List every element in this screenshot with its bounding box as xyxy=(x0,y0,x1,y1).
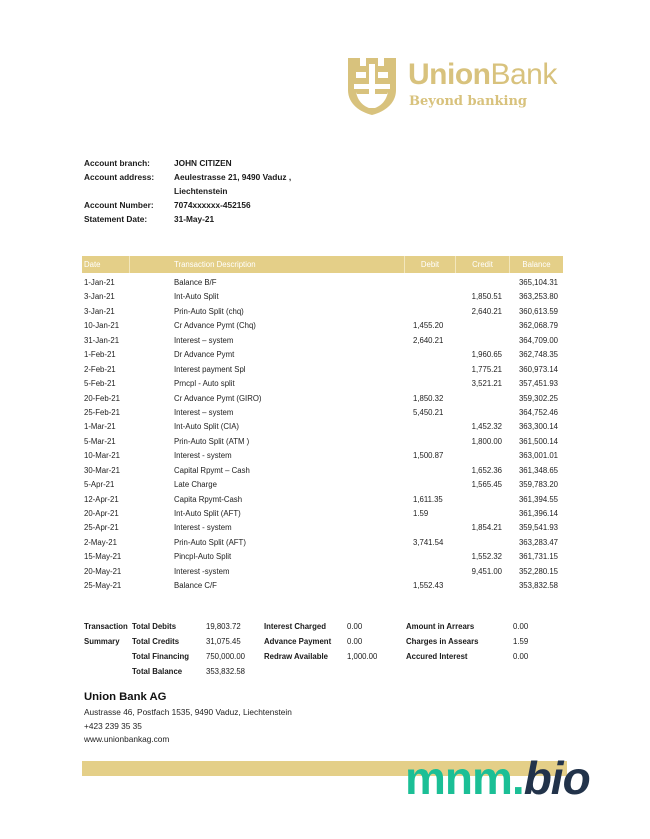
account-number-row xyxy=(84,198,374,212)
cell-balance: 363,300.14 xyxy=(518,422,558,432)
cell-credit xyxy=(456,392,510,406)
account-address-value: Aeulestrasse 21, 9490 Vaduz , xyxy=(174,172,292,182)
cell-description: Cr Advance Pymt (Chq) xyxy=(174,321,256,331)
cell-balance: 363,283.47 xyxy=(518,537,558,547)
table-row xyxy=(82,521,563,535)
cell-credit xyxy=(456,319,510,333)
cell-balance: 361,348.65 xyxy=(518,465,558,475)
cell-description: Cr Advance Pymt (GIRO) xyxy=(174,393,262,403)
header-description: Transaction Description xyxy=(130,256,405,273)
summary-middle-labels xyxy=(264,619,331,664)
cell-debit: 1,850.32 xyxy=(413,393,444,403)
statement-date-label: Statement Date: xyxy=(84,214,148,224)
total-financing-label: Total Financing xyxy=(132,652,190,661)
cell-debit: 1,455.20 xyxy=(413,321,444,331)
account-branch-row xyxy=(84,156,374,170)
cell-debit xyxy=(405,521,456,535)
cell-credit xyxy=(456,406,510,420)
cell-description: Dr Advance Pymt xyxy=(174,350,235,360)
cell-balance: 360,613.59 xyxy=(518,306,558,316)
cell-credit: 2,640.21 xyxy=(471,306,502,316)
table-row xyxy=(82,550,563,564)
cell-debit: 1.59 xyxy=(413,509,429,518)
union-bank-logo xyxy=(346,56,576,118)
cell-date: 31-Jan-21 xyxy=(84,335,120,345)
header-balance: Balance xyxy=(522,260,551,269)
cell-debit xyxy=(405,550,456,564)
cell-date: 1-Feb-21 xyxy=(84,350,116,360)
account-branch-value: JOHN CITIZEN xyxy=(174,158,232,168)
cell-balance: 364,752.46 xyxy=(518,407,558,417)
table-row xyxy=(82,493,563,507)
table-row xyxy=(82,334,563,348)
cell-description: Interest - system xyxy=(174,523,232,533)
account-address-label-2 xyxy=(84,184,174,198)
summary-totals-labels xyxy=(132,619,189,679)
summary-title-line1: Transaction xyxy=(84,622,128,631)
cell-credit xyxy=(456,579,510,593)
table-row xyxy=(82,565,563,579)
cell-date: 3-Jan-21 xyxy=(84,306,115,316)
account-address-row xyxy=(84,170,374,184)
header-date: Date xyxy=(82,256,130,273)
cell-date: 25-Feb-21 xyxy=(84,407,120,417)
table-row xyxy=(82,305,563,319)
cell-debit xyxy=(405,377,456,391)
cell-date: 1-Mar-21 xyxy=(84,422,116,432)
cell-balance: 361,500.14 xyxy=(518,436,558,446)
cell-credit xyxy=(456,276,510,290)
account-address-value-2: Liechtenstein xyxy=(174,186,228,196)
cell-debit xyxy=(405,464,456,478)
accrued-interest-label: Accured Interest xyxy=(406,652,468,661)
cell-date: 5-Mar-21 xyxy=(84,436,116,446)
cell-description: Interest - system xyxy=(174,451,232,461)
company-phone: +423 239 35 35 xyxy=(84,720,142,731)
cell-balance: 363,253.80 xyxy=(518,292,558,302)
table-row xyxy=(82,406,563,420)
table-row xyxy=(82,478,563,492)
bank-name: UnionBank xyxy=(408,58,557,91)
cell-description: Prin-Auto Split (ATM ) xyxy=(174,436,250,446)
total-credits-value: 31,075.45 xyxy=(206,637,241,646)
table-row xyxy=(82,319,563,333)
statement-date-value: 31-May-21 xyxy=(174,214,215,224)
table-row xyxy=(82,449,563,463)
cell-balance: 362,068.79 xyxy=(518,321,558,331)
account-number-label: Account Number: xyxy=(84,200,154,210)
cell-description: Capita Rpymt-Cash xyxy=(174,494,243,504)
cell-date: 15-May-21 xyxy=(84,552,122,562)
shield-crest-icon xyxy=(346,56,398,116)
cell-credit: 1,652.36 xyxy=(471,465,502,475)
accrued-interest-value: 0.00 xyxy=(513,652,529,661)
cell-credit xyxy=(456,536,510,550)
table-row xyxy=(82,348,563,362)
cell-debit xyxy=(405,420,456,434)
cell-description: Prncpl - Auto split xyxy=(174,379,235,389)
cell-debit xyxy=(405,363,456,377)
cell-balance: 353,832.58 xyxy=(518,581,558,591)
cell-balance: 365,104.31 xyxy=(518,278,558,287)
header-credit: Credit xyxy=(456,256,510,273)
cell-balance: 364,709.00 xyxy=(518,335,558,345)
company-name: Union Bank AG xyxy=(84,691,167,703)
cell-date: 10-Mar-21 xyxy=(84,451,120,461)
cell-description: Prin-Auto Split (AFT) xyxy=(174,537,246,547)
cell-date: 20-Feb-21 xyxy=(84,393,120,403)
cell-description: Int-Auto Split (AFT) xyxy=(174,509,241,518)
cell-debit: 1,552.43 xyxy=(413,581,444,591)
cell-date: 12-Apr-21 xyxy=(84,494,119,504)
cell-date: 3-Jan-21 xyxy=(84,292,115,302)
cell-balance: 360,973.14 xyxy=(518,364,558,374)
cell-debit xyxy=(405,348,456,362)
cell-balance: 359,783.20 xyxy=(518,480,558,490)
cell-date: 25-Apr-21 xyxy=(84,523,119,533)
cell-date: 10-Jan-21 xyxy=(84,321,120,331)
cell-debit: 1,611.35 xyxy=(413,494,443,504)
cell-balance: 363,001.01 xyxy=(518,451,558,461)
cell-credit xyxy=(456,449,510,463)
cell-debit xyxy=(405,565,456,579)
cell-debit: 3,741.54 xyxy=(413,537,444,547)
redraw-available-value: 1,000.00 xyxy=(347,652,378,661)
cell-description: Late Charge xyxy=(174,480,217,490)
table-row xyxy=(82,377,563,391)
watermark-part2: bio xyxy=(523,752,590,804)
table-row xyxy=(82,464,563,478)
amount-in-arrears-label: Amount in Arrears xyxy=(406,622,475,631)
cell-description: Interest – system xyxy=(174,335,234,345)
table-header xyxy=(82,256,563,273)
cell-date: 2-Feb-21 xyxy=(84,364,116,374)
table-row xyxy=(82,507,563,521)
header-debit: Debit xyxy=(405,256,456,273)
cell-credit: 1,960.65 xyxy=(471,350,502,360)
cell-balance: 361,731.15 xyxy=(518,552,558,562)
cell-balance: 359,541.93 xyxy=(518,523,558,533)
cell-description: Int-Auto Split xyxy=(174,292,219,302)
cell-credit: 1,854.21 xyxy=(471,523,502,533)
cell-credit xyxy=(456,493,510,507)
bank-footer xyxy=(84,689,292,747)
cell-description: Pincpl-Auto Split xyxy=(174,552,232,562)
interest-charged-value: 0.00 xyxy=(347,622,363,631)
cell-debit xyxy=(405,478,456,492)
table-row xyxy=(82,276,563,290)
total-credits-label: Total Credits xyxy=(132,637,180,646)
cell-balance: 357,451.93 xyxy=(518,379,558,389)
cell-date: 30-Mar-21 xyxy=(84,465,120,475)
cell-description: Interest -system xyxy=(174,566,230,576)
table-row xyxy=(82,363,563,377)
cell-debit: 5,450.21 xyxy=(413,407,444,417)
cell-credit xyxy=(456,334,510,348)
company-address: Austrasse 46, Postfach 1535, 9490 Vaduz, Liechtenstein xyxy=(84,707,292,717)
cell-debit: 1,500.87 xyxy=(413,451,444,461)
total-balance-label: Total Balance xyxy=(132,667,183,676)
cell-balance: 361,394.55 xyxy=(518,494,558,504)
advance-payment-value: 0.00 xyxy=(347,637,363,646)
cell-description: Capital Rpymt – Cash xyxy=(174,465,250,475)
cell-debit xyxy=(405,276,456,290)
cell-date: 2-May-21 xyxy=(84,537,117,547)
transactions-table xyxy=(82,256,563,594)
account-number-value: 7074xxxxxx-452156 xyxy=(174,200,251,210)
table-row xyxy=(82,536,563,550)
cell-credit: 1,775.21 xyxy=(471,364,502,374)
summary-totals-values xyxy=(206,619,245,679)
table-body xyxy=(82,273,563,594)
account-branch-label: Account branch: xyxy=(84,158,150,168)
cell-balance: 361,396.14 xyxy=(518,509,558,518)
cell-date: 20-May-21 xyxy=(84,566,122,576)
total-debits-value: 19,803.72 xyxy=(206,622,241,631)
cell-description: Prin-Auto Split (chq) xyxy=(174,306,244,316)
summary-right-values xyxy=(513,619,528,664)
total-financing-value: 750,000.00 xyxy=(206,652,246,661)
advance-payment-label: Advance Payment xyxy=(264,637,332,646)
watermark-part1: mnm. xyxy=(405,752,524,804)
cell-balance: 359,302.25 xyxy=(518,393,558,403)
cell-debit xyxy=(405,305,456,319)
total-debits-label: Total Debits xyxy=(132,622,177,631)
cell-date: 25-May-21 xyxy=(84,581,122,591)
cell-debit xyxy=(405,290,456,304)
cell-credit xyxy=(456,507,510,521)
cell-credit: 1,552.32 xyxy=(471,552,502,562)
cell-date: 20-Apr-21 xyxy=(84,509,119,518)
cell-description: Balance B/F xyxy=(174,278,217,287)
cell-description: Interest payment Spl xyxy=(174,364,246,374)
cell-credit: 3,521.21 xyxy=(471,379,502,389)
company-website-link[interactable]: www.unionbankag.com xyxy=(84,734,170,744)
account-info xyxy=(84,156,374,226)
bank-tagline: Beyond banking xyxy=(409,94,528,109)
cell-date: 5-Feb-21 xyxy=(84,379,116,389)
cell-debit xyxy=(405,435,456,449)
table-row xyxy=(82,290,563,304)
summary-right-labels xyxy=(406,619,479,664)
table-row xyxy=(82,435,563,449)
table-row xyxy=(82,579,563,593)
account-address-row-2 xyxy=(84,184,374,198)
cell-credit: 1,850.51 xyxy=(471,292,502,302)
watermark xyxy=(405,752,590,804)
account-address-label: Account address: xyxy=(84,172,155,182)
statement-date-row xyxy=(84,212,374,226)
cell-credit: 1,800.00 xyxy=(471,436,502,446)
interest-charged-label: Interest Charged xyxy=(264,622,326,631)
cell-description: Balance C/F xyxy=(174,581,217,591)
summary-middle-values xyxy=(347,619,377,664)
cell-credit: 1,565.45 xyxy=(471,480,502,490)
table-row xyxy=(82,392,563,406)
summary-title-line2: Summary xyxy=(84,637,120,646)
amount-in-arrears-value: 0.00 xyxy=(513,622,529,631)
cell-balance: 362,748.35 xyxy=(518,350,558,360)
table-row xyxy=(82,420,563,434)
redraw-available-label: Redraw Available xyxy=(264,652,328,661)
cell-date: 1-Jan-21 xyxy=(84,278,115,287)
cell-description: Interest – system xyxy=(174,407,234,417)
cell-date: 5-Apr-21 xyxy=(84,480,115,490)
summary-title xyxy=(84,619,128,649)
cell-debit: 2,640.21 xyxy=(413,335,444,345)
charges-in-arrears-value: 1.59 xyxy=(513,637,529,646)
total-balance-value: 353,832.58 xyxy=(206,667,246,676)
cell-credit: 9,451.00 xyxy=(471,566,502,576)
charges-in-arrears-label: Charges in Assears xyxy=(406,637,479,646)
cell-credit: 1,452.32 xyxy=(471,422,502,432)
cell-balance: 352,280.15 xyxy=(518,566,558,576)
cell-description: Int-Auto Split (CIA) xyxy=(174,422,239,432)
